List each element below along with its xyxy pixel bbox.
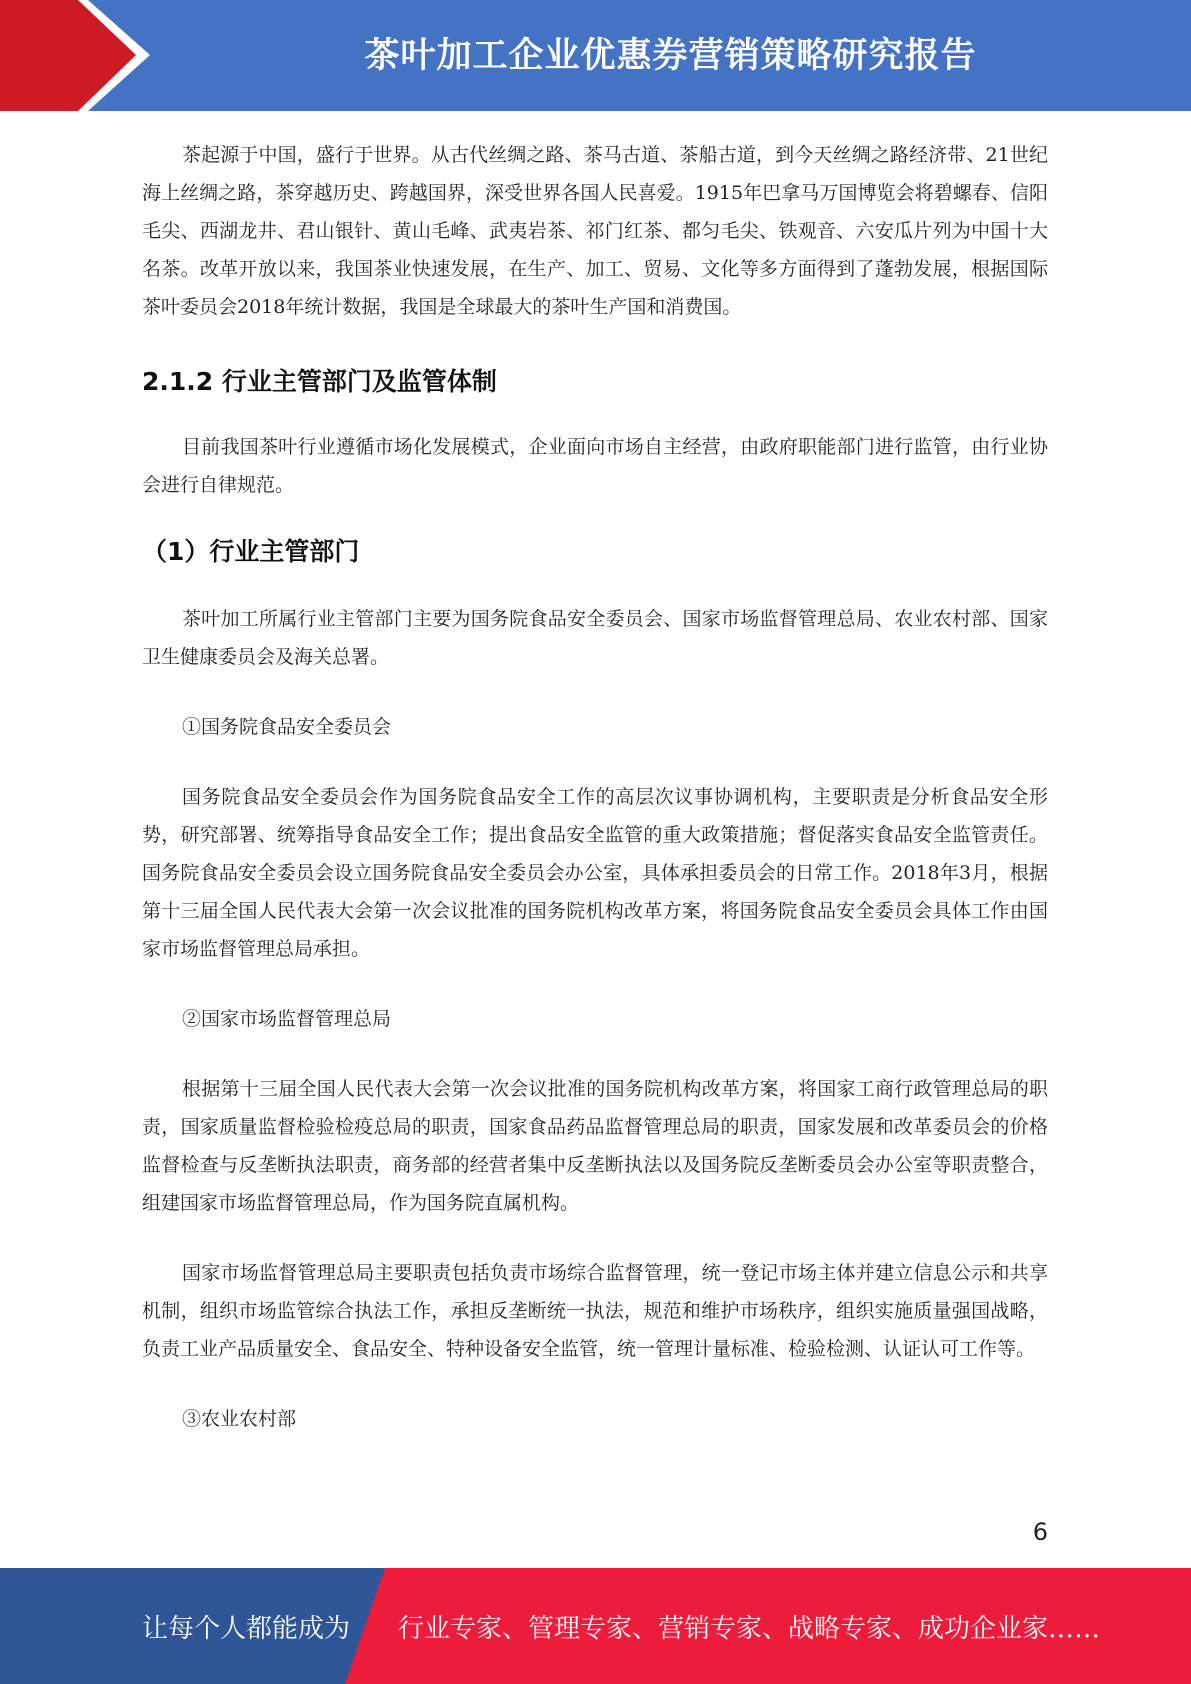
subsection-paragraph: 茶叶加工所属行业主管部门主要为国务院食品安全委员会、国家市场监督管理总局、农业农村部、国家卫生健康委员会及海关总署。 bbox=[142, 608, 1048, 668]
item3-title: ③农业农村部 bbox=[182, 1408, 297, 1430]
intro-paragraph: 茶起源于中国，盛行于世界。从古代丝绸之路、茶马古道、茶船古道，到今天丝绸之路经济带、21世纪海上丝绸之路，茶穿越历史、跨越国界，深受世界各国人民喜爱。1915年巴拿马万国博览会将碧螺春、信阳毛尖、西湖龙井、君山银针、黄山毛峰、武夷岩茶、祁门红茶、都匀毛尖、铁观音、六安瓜片列为中国十大名茶。改革开放以来，我国茶业快速发展，在生产、加工、贸易、文化等多方面得到了蓬勃发展，根据国际茶叶委员会2018年统计数据，我国是全球最大的茶叶生产国和消费国。 bbox=[142, 144, 1048, 318]
subsection-heading: （1）行业主管部门 bbox=[142, 537, 360, 566]
item2-title: ②国家市场监督管理总局 bbox=[182, 1008, 392, 1030]
header-banner bbox=[0, 0, 1191, 111]
item2-paragraph-2: 国家市场监督管理总局主要职责包括负责市场综合监督管理，统一登记市场主体并建立信息公示和共享机制，组织市场监管综合执法工作，承担反垄断统一执法，规范和维护市场秩序，组织实施质量强国战略，负责工业产品质量安全、食品安全、特种设备安全监管，统一管理计量标准、检验检测、认证认可工作等。 bbox=[142, 1262, 1048, 1360]
footer-slogan-right: 行业专家、管理专家、营销专家、战略专家、成功企业家…… bbox=[398, 1613, 1101, 1644]
section-heading: 2.1.2 行业主管部门及监管体制 bbox=[142, 367, 497, 396]
page-number: 6 bbox=[1032, 1518, 1048, 1546]
report-title: 茶叶加工企业优惠券营销策略研究报告 bbox=[364, 35, 977, 76]
item2-paragraph-1: 根据第十三届全国人民代表大会第一次会议批准的国务院机构改革方案，将国家工商行政管理总局的职责，国家质量监督检验检疫总局的职责，国家食品药品监督管理总局的职责，国家发展和改革委员会的价格监督检查与反垄断执法职责，商务部的经营者集中反垄断执法以及国务院反垄断委员会办公室等职责整合，组建国家市场监督管理总局，作为国务院直属机构。 bbox=[142, 1078, 1048, 1214]
section-paragraph: 目前我国茶叶行业遵循市场化发展模式，企业面向市场自主经营，由政府职能部门进行监管，由行业协会进行自律规范。 bbox=[142, 436, 1048, 496]
red-chevron-icon bbox=[0, 0, 150, 111]
footer-banner bbox=[0, 1568, 1191, 1684]
item1-paragraph: 国务院食品安全委员会作为国务院食品安全工作的高层次议事协调机构，主要职责是分析食品安全形势，研究部署、统筹指导食品安全工作；提出食品安全监管的重大政策措施；督促落实食品安全监管责任。国务院食品安全委员会设立国务院食品安全委员会办公室，具体承担委员会的日常工作。2018年3月，根据第十三届全国人民代表大会第一次会议批准的国务院机构改革方案，将国务院食品安全委员会具体工作由国家市场监督管理总局承担。 bbox=[142, 786, 1048, 960]
footer-slogan-left: 让每个人都能成为 bbox=[142, 1613, 351, 1644]
item1-title: ①国务院食品安全委员会 bbox=[182, 716, 392, 738]
document-body bbox=[142, 136, 1048, 1438]
